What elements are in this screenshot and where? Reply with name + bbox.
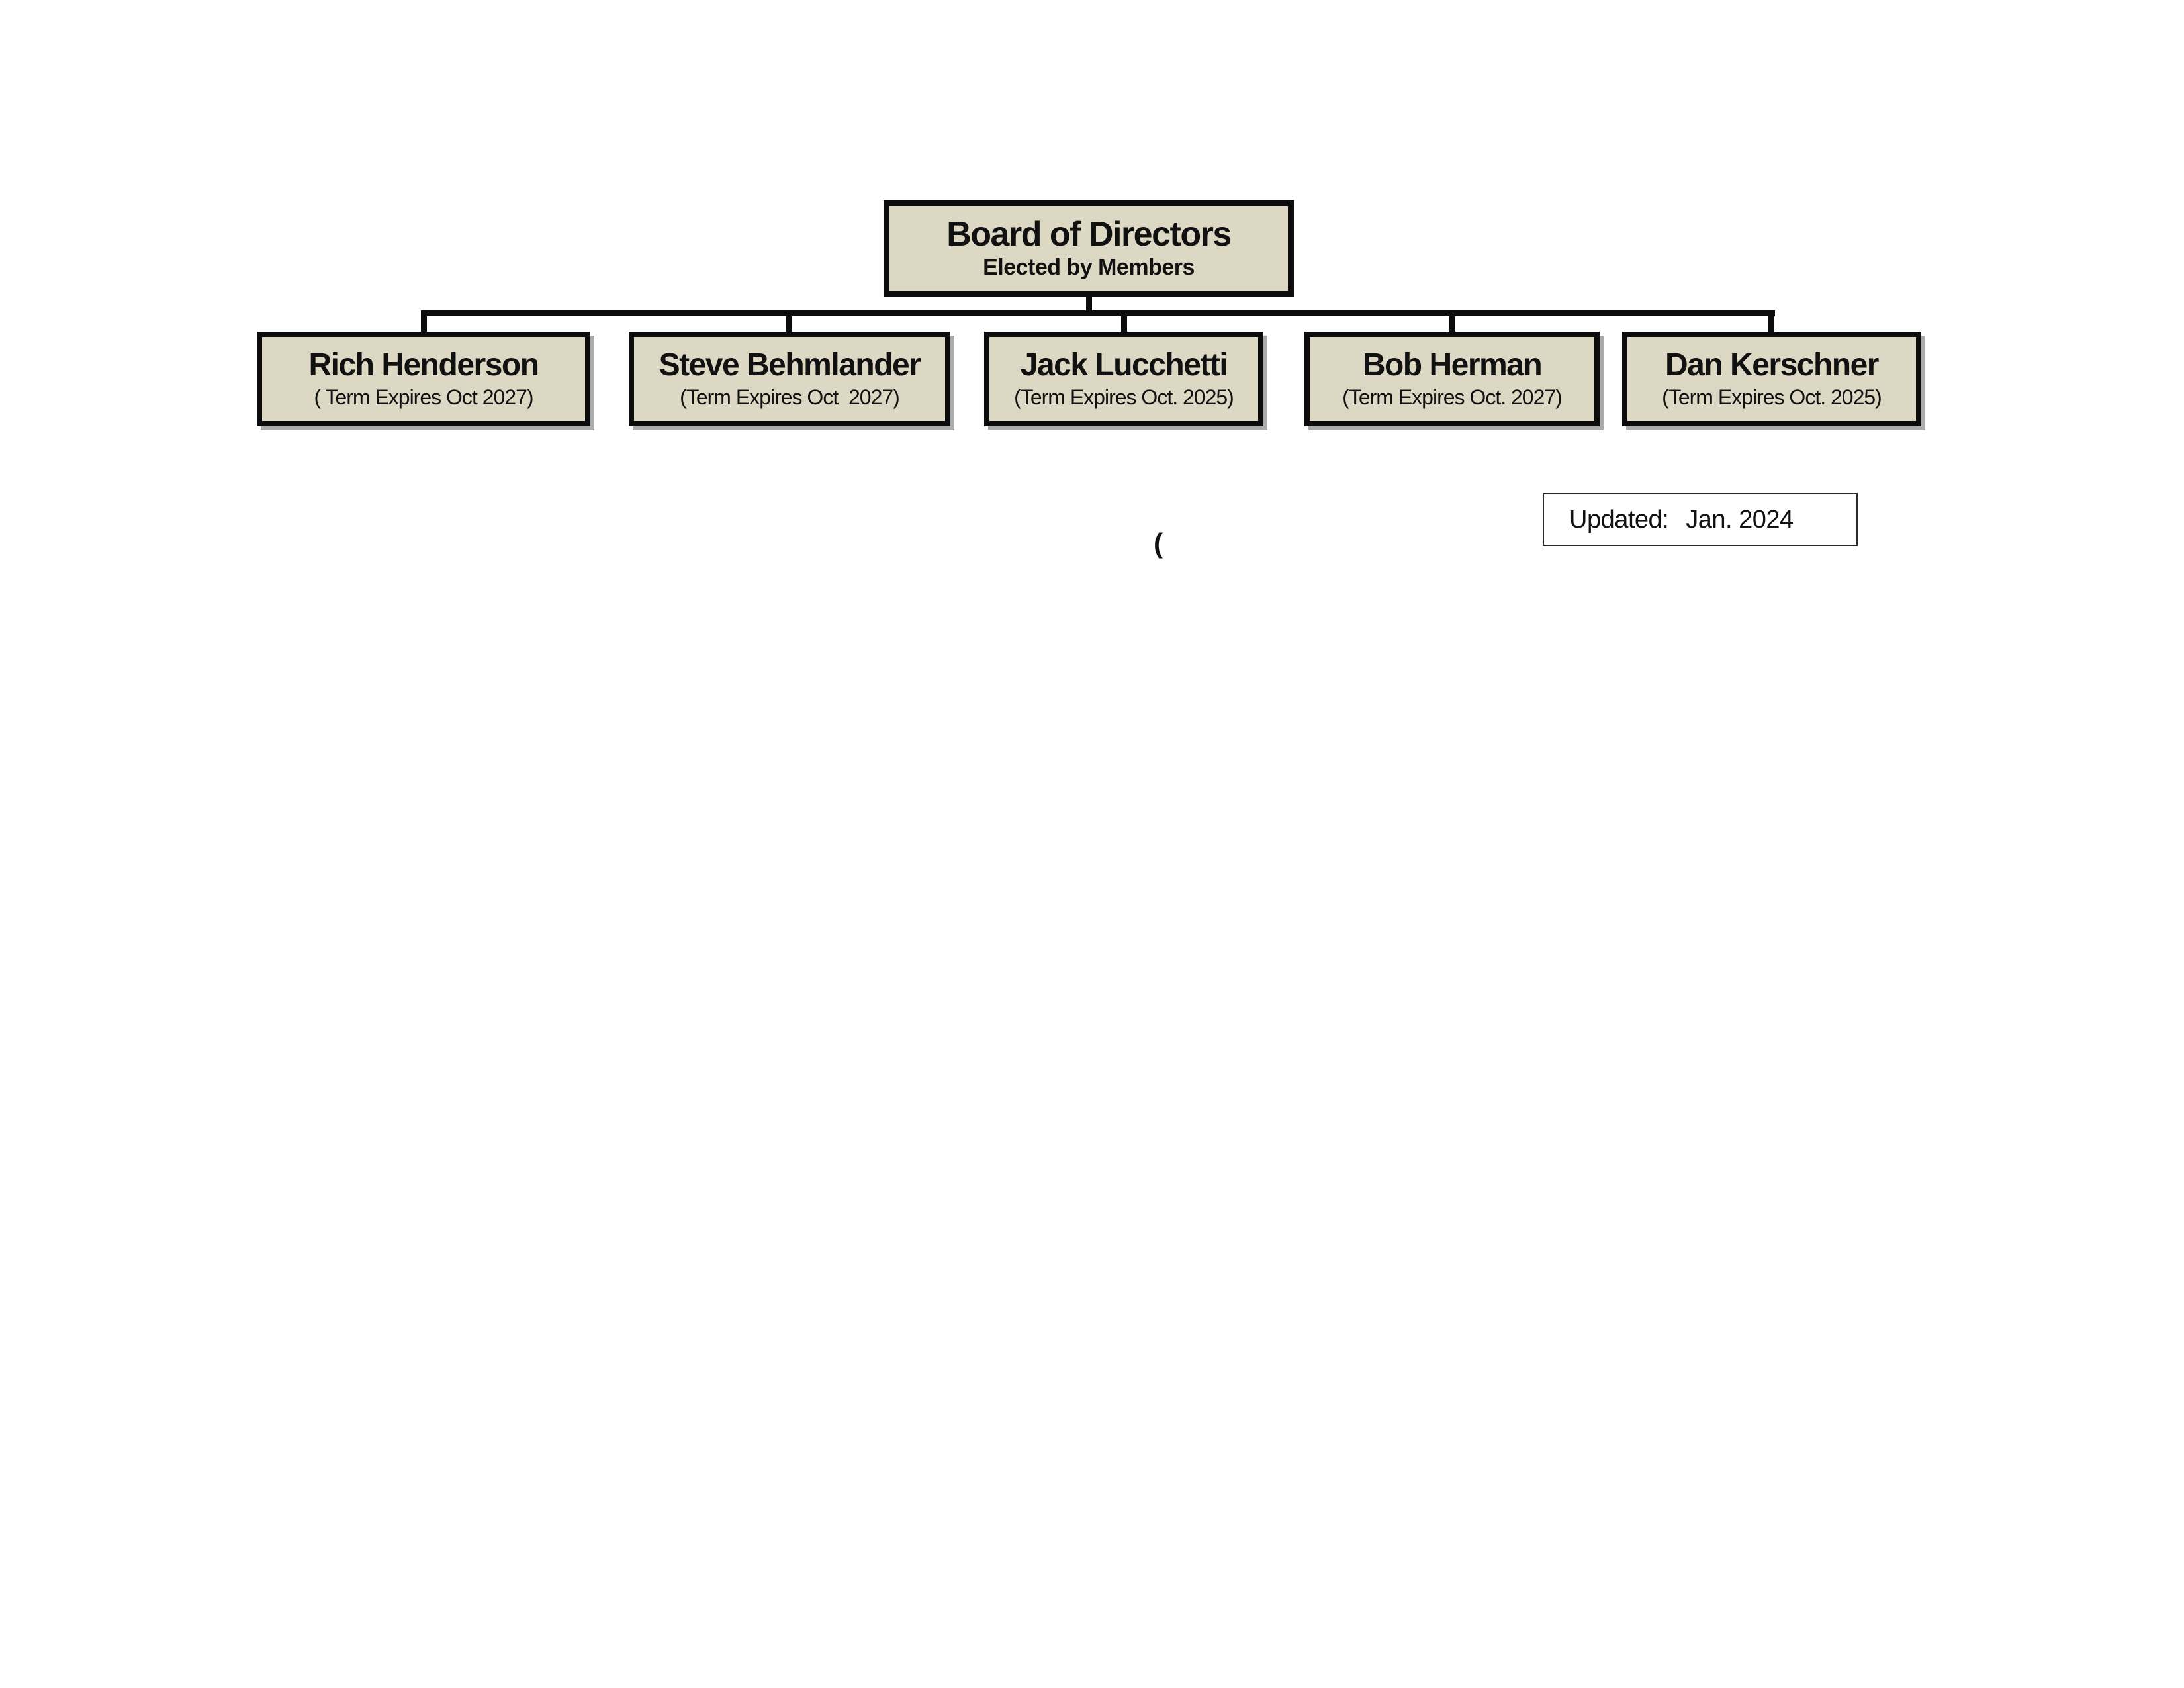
- member-term: (Term Expires Oct 2027): [680, 385, 899, 410]
- member-term: (Term Expires Oct. 2025): [1014, 385, 1234, 410]
- member-name: Bob Herman: [1362, 347, 1542, 383]
- member-name: Dan Kerschner: [1665, 347, 1878, 383]
- member-box-steve-behmlander: [629, 332, 950, 426]
- member-name: Rich Henderson: [308, 347, 539, 383]
- member-term: ( Term Expires Oct 2027): [314, 385, 533, 410]
- member-name: Steve Behmlander: [659, 347, 921, 383]
- member-box-rich-henderson: [257, 332, 590, 426]
- connector-drop-jack: [1121, 316, 1127, 332]
- updated-label: Updated:: [1569, 505, 1669, 534]
- member-name: Jack Lucchetti: [1020, 347, 1228, 383]
- connector-drop-steve: [786, 316, 792, 332]
- updated-value: Jan. 2024: [1686, 505, 1794, 534]
- member-box-jack-lucchetti: [984, 332, 1263, 426]
- connector-drop-dan: [1768, 316, 1774, 332]
- updated-date-box: [1543, 493, 1858, 546]
- member-term: (Term Expires Oct. 2025): [1662, 385, 1882, 410]
- board-title: Board of Directors: [946, 214, 1231, 254]
- board-subtitle: Elected by Members: [983, 255, 1195, 281]
- connector-horizontal-line: [421, 310, 1775, 316]
- member-box-bob-herman: [1304, 332, 1600, 426]
- member-box-dan-kerschner: [1622, 332, 1921, 426]
- connector-drop-bob: [1449, 316, 1455, 332]
- connector-drop-rich: [421, 316, 427, 332]
- member-term: (Term Expires Oct. 2027): [1342, 385, 1562, 410]
- stray-parenthesis: (: [1154, 528, 1163, 559]
- board-of-directors-box: [884, 200, 1294, 297]
- connector-board-stub: [1086, 296, 1092, 312]
